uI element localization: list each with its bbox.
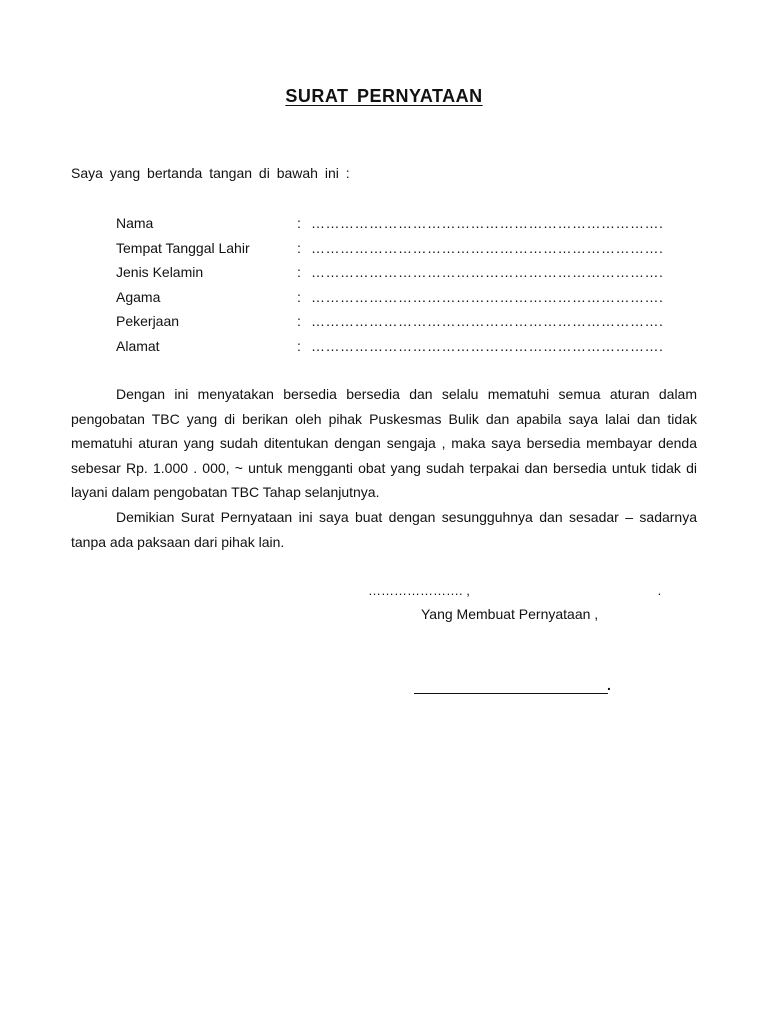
intro-text: Saya yang bertanda tangan di bawah ini :	[71, 165, 350, 181]
signer-label: Yang Membuat Pernyataan ,	[421, 606, 599, 622]
field-label: Tempat Tanggal Lahir	[116, 239, 250, 256]
statement-text: Dengan ini menyatakan bersedia bersedia dan selalu mematuhi semua aturan dalam pengobatan TBC yang di berikan oleh pihak Puskesmas Bulik dan apabila saya lalai dan tidak mematuhi aturan yang sudah ditentukan dengan sengaja , maka saya bersedia membayar denda sebesar Rp. 1.000 . 000, ~ untuk mengganti obat yang sudah terpakai dan bersedia untuk tidak di layani dalam pengobatan TBC Tahap selanjutnya.	[71, 386, 697, 501]
place-date-line: …………………. , .	[368, 583, 662, 598]
field-colon: :	[297, 313, 301, 330]
identity-fields	[116, 213, 676, 361]
field-fill-dots: ……………………………………………………………….	[311, 337, 664, 354]
field-label: Agama	[116, 288, 161, 305]
field-label: Jenis Kelamin	[116, 264, 204, 281]
field-colon: :	[297, 264, 301, 281]
field-fill-dots: ……………………………………………………………….	[311, 288, 664, 305]
closing-text: Demikian Surat Pernyataan ini saya buat dengan sesungguhnya dan sesadar – sadarnya tanpa ada paksaan dari pihak lain.	[71, 509, 697, 550]
closing-paragraph	[71, 505, 697, 554]
field-label: Nama	[116, 215, 154, 231]
field-fill-dots: ……………………………………………………………….	[311, 239, 664, 256]
signature-line	[414, 693, 608, 694]
field-colon: :	[297, 337, 301, 354]
field-row-nama	[116, 213, 676, 238]
title-text: SURAT PERNYATAAN	[285, 86, 483, 106]
field-colon: :	[297, 288, 301, 305]
field-fill-dots: ……………………………………………………………….	[311, 313, 664, 330]
statement-paragraph	[71, 382, 697, 505]
field-row-pekerjaan	[116, 311, 676, 336]
field-colon: :	[297, 215, 301, 231]
field-fill-dots: ……………………………………………………………….	[311, 215, 664, 231]
field-fill-dots: ……………………………………………………………….	[311, 264, 664, 281]
signature-dot: .	[607, 677, 611, 693]
field-label: Alamat	[116, 337, 160, 354]
field-colon: :	[297, 239, 301, 256]
field-row-agama	[116, 287, 676, 312]
document-title	[0, 86, 768, 107]
field-label: Pekerjaan	[116, 313, 180, 330]
field-row-jenis-kelamin	[116, 262, 676, 287]
field-row-tempat-tanggal-lahir	[116, 238, 676, 263]
field-row-alamat	[116, 336, 676, 361]
